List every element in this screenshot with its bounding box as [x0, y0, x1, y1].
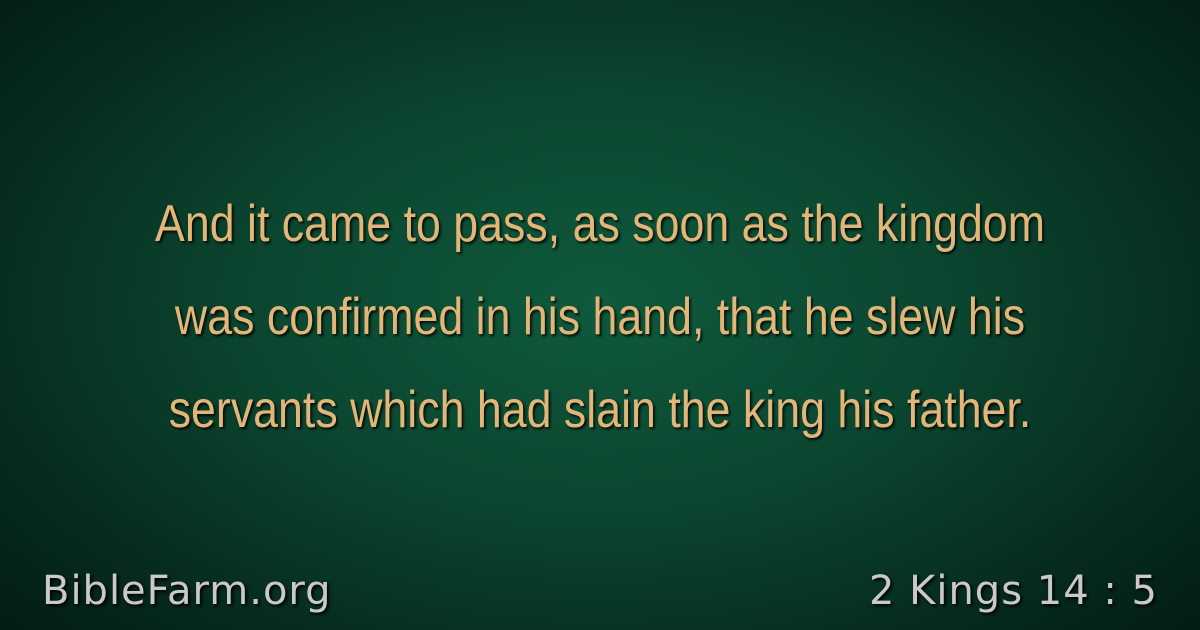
verse-line-2: was confirmed in his hand, that he slew his	[174, 288, 1026, 346]
verse-reference: 2 Kings 14 : 5	[868, 568, 1158, 614]
verse-line-3: servants which had slain the king his father.	[168, 381, 1032, 439]
site-name: BibleFarm.org	[42, 568, 332, 614]
verse-text	[84, 178, 1116, 457]
verse-line-1: And it came to pass, as soon as the kingdom	[155, 195, 1045, 253]
